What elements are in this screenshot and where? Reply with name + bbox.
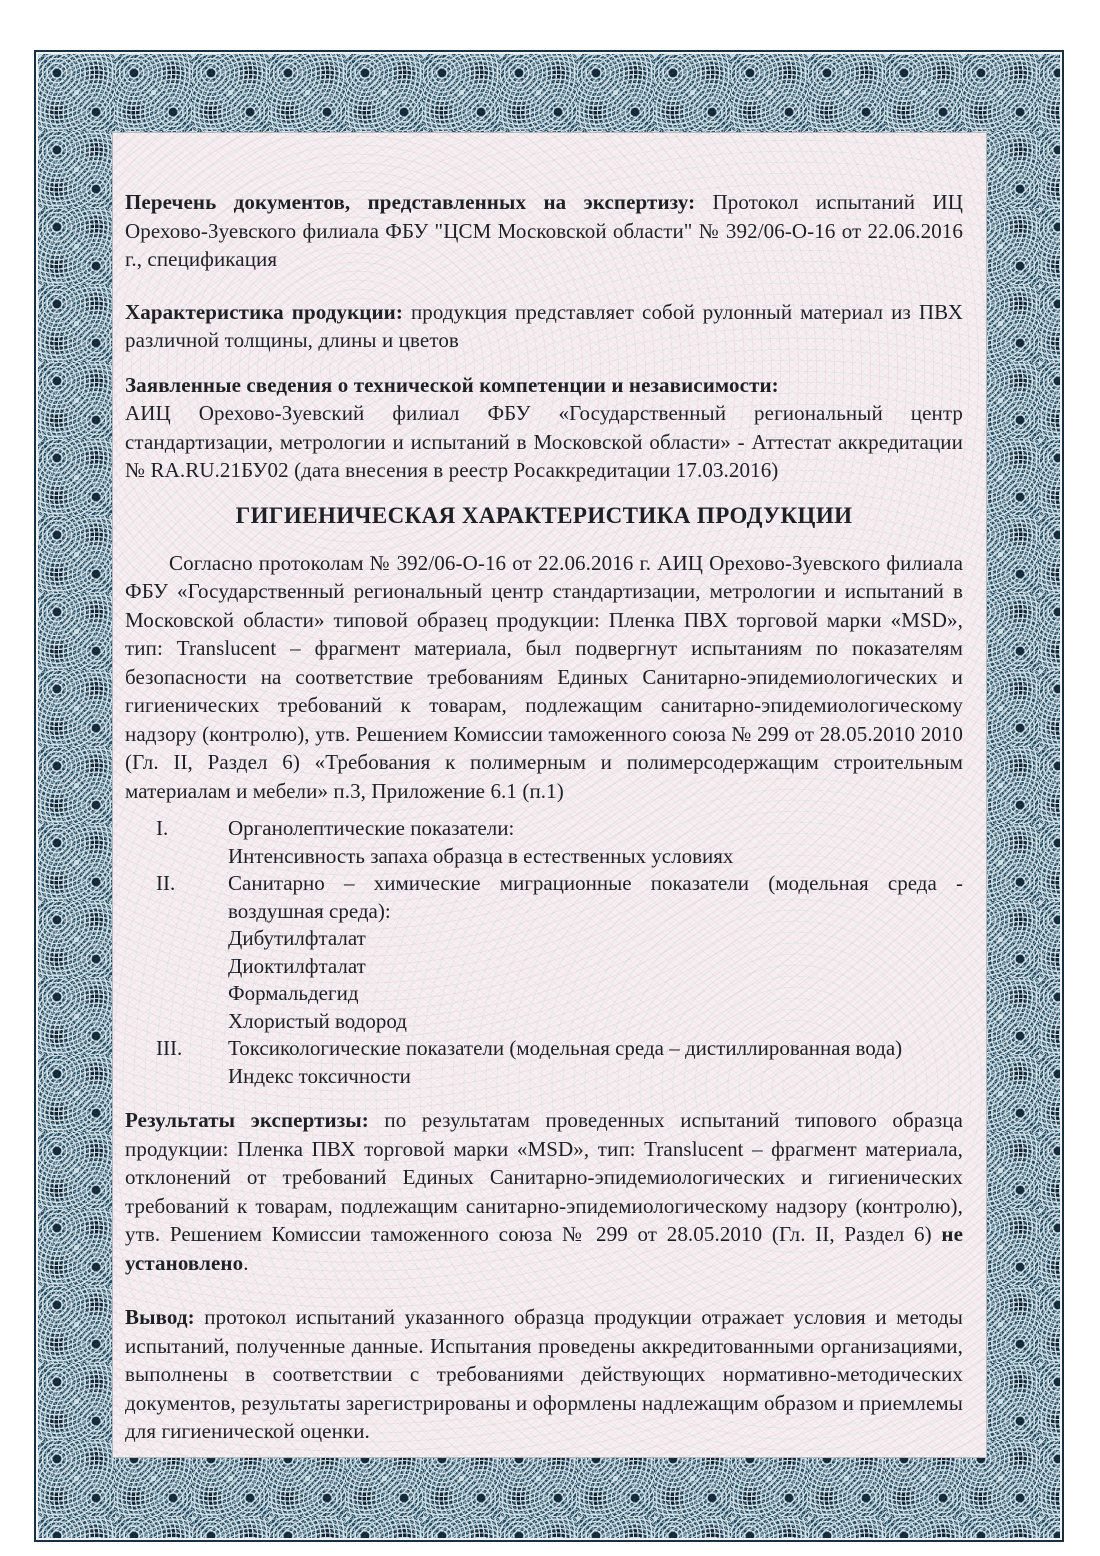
indicator-line: Формальдегид <box>228 981 359 1005</box>
paragraph-competence <box>125 371 963 485</box>
competence-label: Заявленные сведения о технической компетенции и независимости: <box>125 372 779 397</box>
results-text: по результатам проведенных испытаний типового образца продукции: Пленка ПВХ торговой марки «MSD», тип: Translucent – фрагмент материала, отклонений от требований Единых Санитарно-эпидемиологических и гигиенических требований к товарам, подлежащим санитарно-эпидемиологическому надзору (контролю), утв. Решением Комиссии таможенного союза № 299 от 28.05.2010 (Гл. II, Раздел 6) <box>125 1108 963 1246</box>
product-characteristic-text: продукция представляет собой рулонный материал из ПВХ различной толщины, длины и цветов <box>125 299 963 352</box>
document-paper <box>112 132 987 1458</box>
indicator-lines <box>228 815 963 870</box>
indicator-line: Интенсивность запаха образца в естественных условиях <box>228 843 734 868</box>
conclusion-text: протокол испытаний указанного образца продукции отражает условия и методы испытаний, полученные данные. Испытания проведены аккредитованными организациями, выполнены в соответствии с требованиями действующих нормативно-методических документов, результаты зарегистрированы и оформлены надлежащим образом и приемлемы для гигиенической оценки. <box>125 1305 963 1443</box>
indicator-numeral: I. <box>156 816 169 840</box>
indicator-numeral: II. <box>156 871 176 895</box>
indicator-line: Индекс токсичности <box>228 1063 411 1088</box>
documents-list-text: Протокол испытаний ИЦ Орехово-Зуевского филиала ФБУ "ЦСМ Московской области" № 392/06-О-16 от 22.06.2016 г., спецификация <box>125 190 964 271</box>
paragraph-product-characteristic <box>125 298 963 355</box>
indicator-lines <box>228 870 963 1035</box>
indicator-item-organoleptic <box>125 815 963 870</box>
product-characteristic-label: Характеристика продукции: <box>125 299 403 324</box>
paragraph-documents-list <box>125 188 963 274</box>
results-label: Результаты экспертизы: <box>125 1108 369 1132</box>
indicator-line: Диоктилфталат <box>228 953 366 978</box>
indicator-line: Органолептические показатели: <box>228 816 515 840</box>
indicator-line: Хлористый водород <box>228 1008 407 1033</box>
paragraph-according-protocols: Согласно протоколам № 392/06-О-16 от 22.06.2016 г. АИЦ Орехово-Зуевского филиала ФБУ «Государственный региональный центр стандартизации, метрологии и испытаний в Московской области» типовой образец продукции: Пленка ПВХ торговой марки «MSD», тип: Translucent – фрагмент материала, был подвергнут испытаниям по показателям безопасности на соответствие требованиям Единых Санитарно-эпидемиологических и гигиенических требований к товарам, подлежащим санитарно-эпидемиологическому надзору (контролю), утв. Решением Комиссии таможенного союза № 299 от 28.05.2010 2010 (Гл. II, Раздел 6) «Требования к полимерным и полимерсодержащим строительным материалам и мебели» п.3, Приложение 6.1 (п.1) <box>125 550 963 803</box>
paragraph-conclusion <box>125 1303 963 1446</box>
indicator-item-toxicological <box>125 1035 963 1090</box>
indicator-line: Санитарно – химические миграционные показатели (модельная среда - воздушная среда): <box>228 871 963 923</box>
paragraph-expertise-results <box>125 1106 963 1277</box>
indicator-numeral: III. <box>156 1036 183 1060</box>
indicator-item-sanitary-chemical <box>125 870 963 1035</box>
indicator-lines <box>228 1035 963 1090</box>
results-period: . <box>243 1250 249 1275</box>
guilloche-frame <box>34 50 1064 1542</box>
indicators-list <box>125 815 963 1090</box>
results-verdict: не установлено <box>125 1222 963 1275</box>
guilloche-border-pattern <box>38 54 1060 1538</box>
documents-list-label: Перечень документов, представленных на экспертизу: <box>125 190 696 214</box>
indicator-line: Токсикологические показатели (модельная среда – дистиллированная вода) <box>228 1036 903 1060</box>
main-heading: ГИГИЕНИЧЕСКАЯ ХАРАКТЕРИСТИКА ПРОДУКЦИИ <box>235 502 853 528</box>
indicator-line: Дибутилфталат <box>228 926 366 950</box>
competence-text: АИЦ Орехово-Зуевский филиал ФБУ «Государственный региональный центр стандартизации, метрологии и испытаний в Московской области» - Аттестат аккредитации № RA.RU.21БУ02 (дата внесения в реестр Росаккредитации 17.03.2016) <box>125 401 963 482</box>
conclusion-label: Вывод: <box>125 1305 195 1329</box>
